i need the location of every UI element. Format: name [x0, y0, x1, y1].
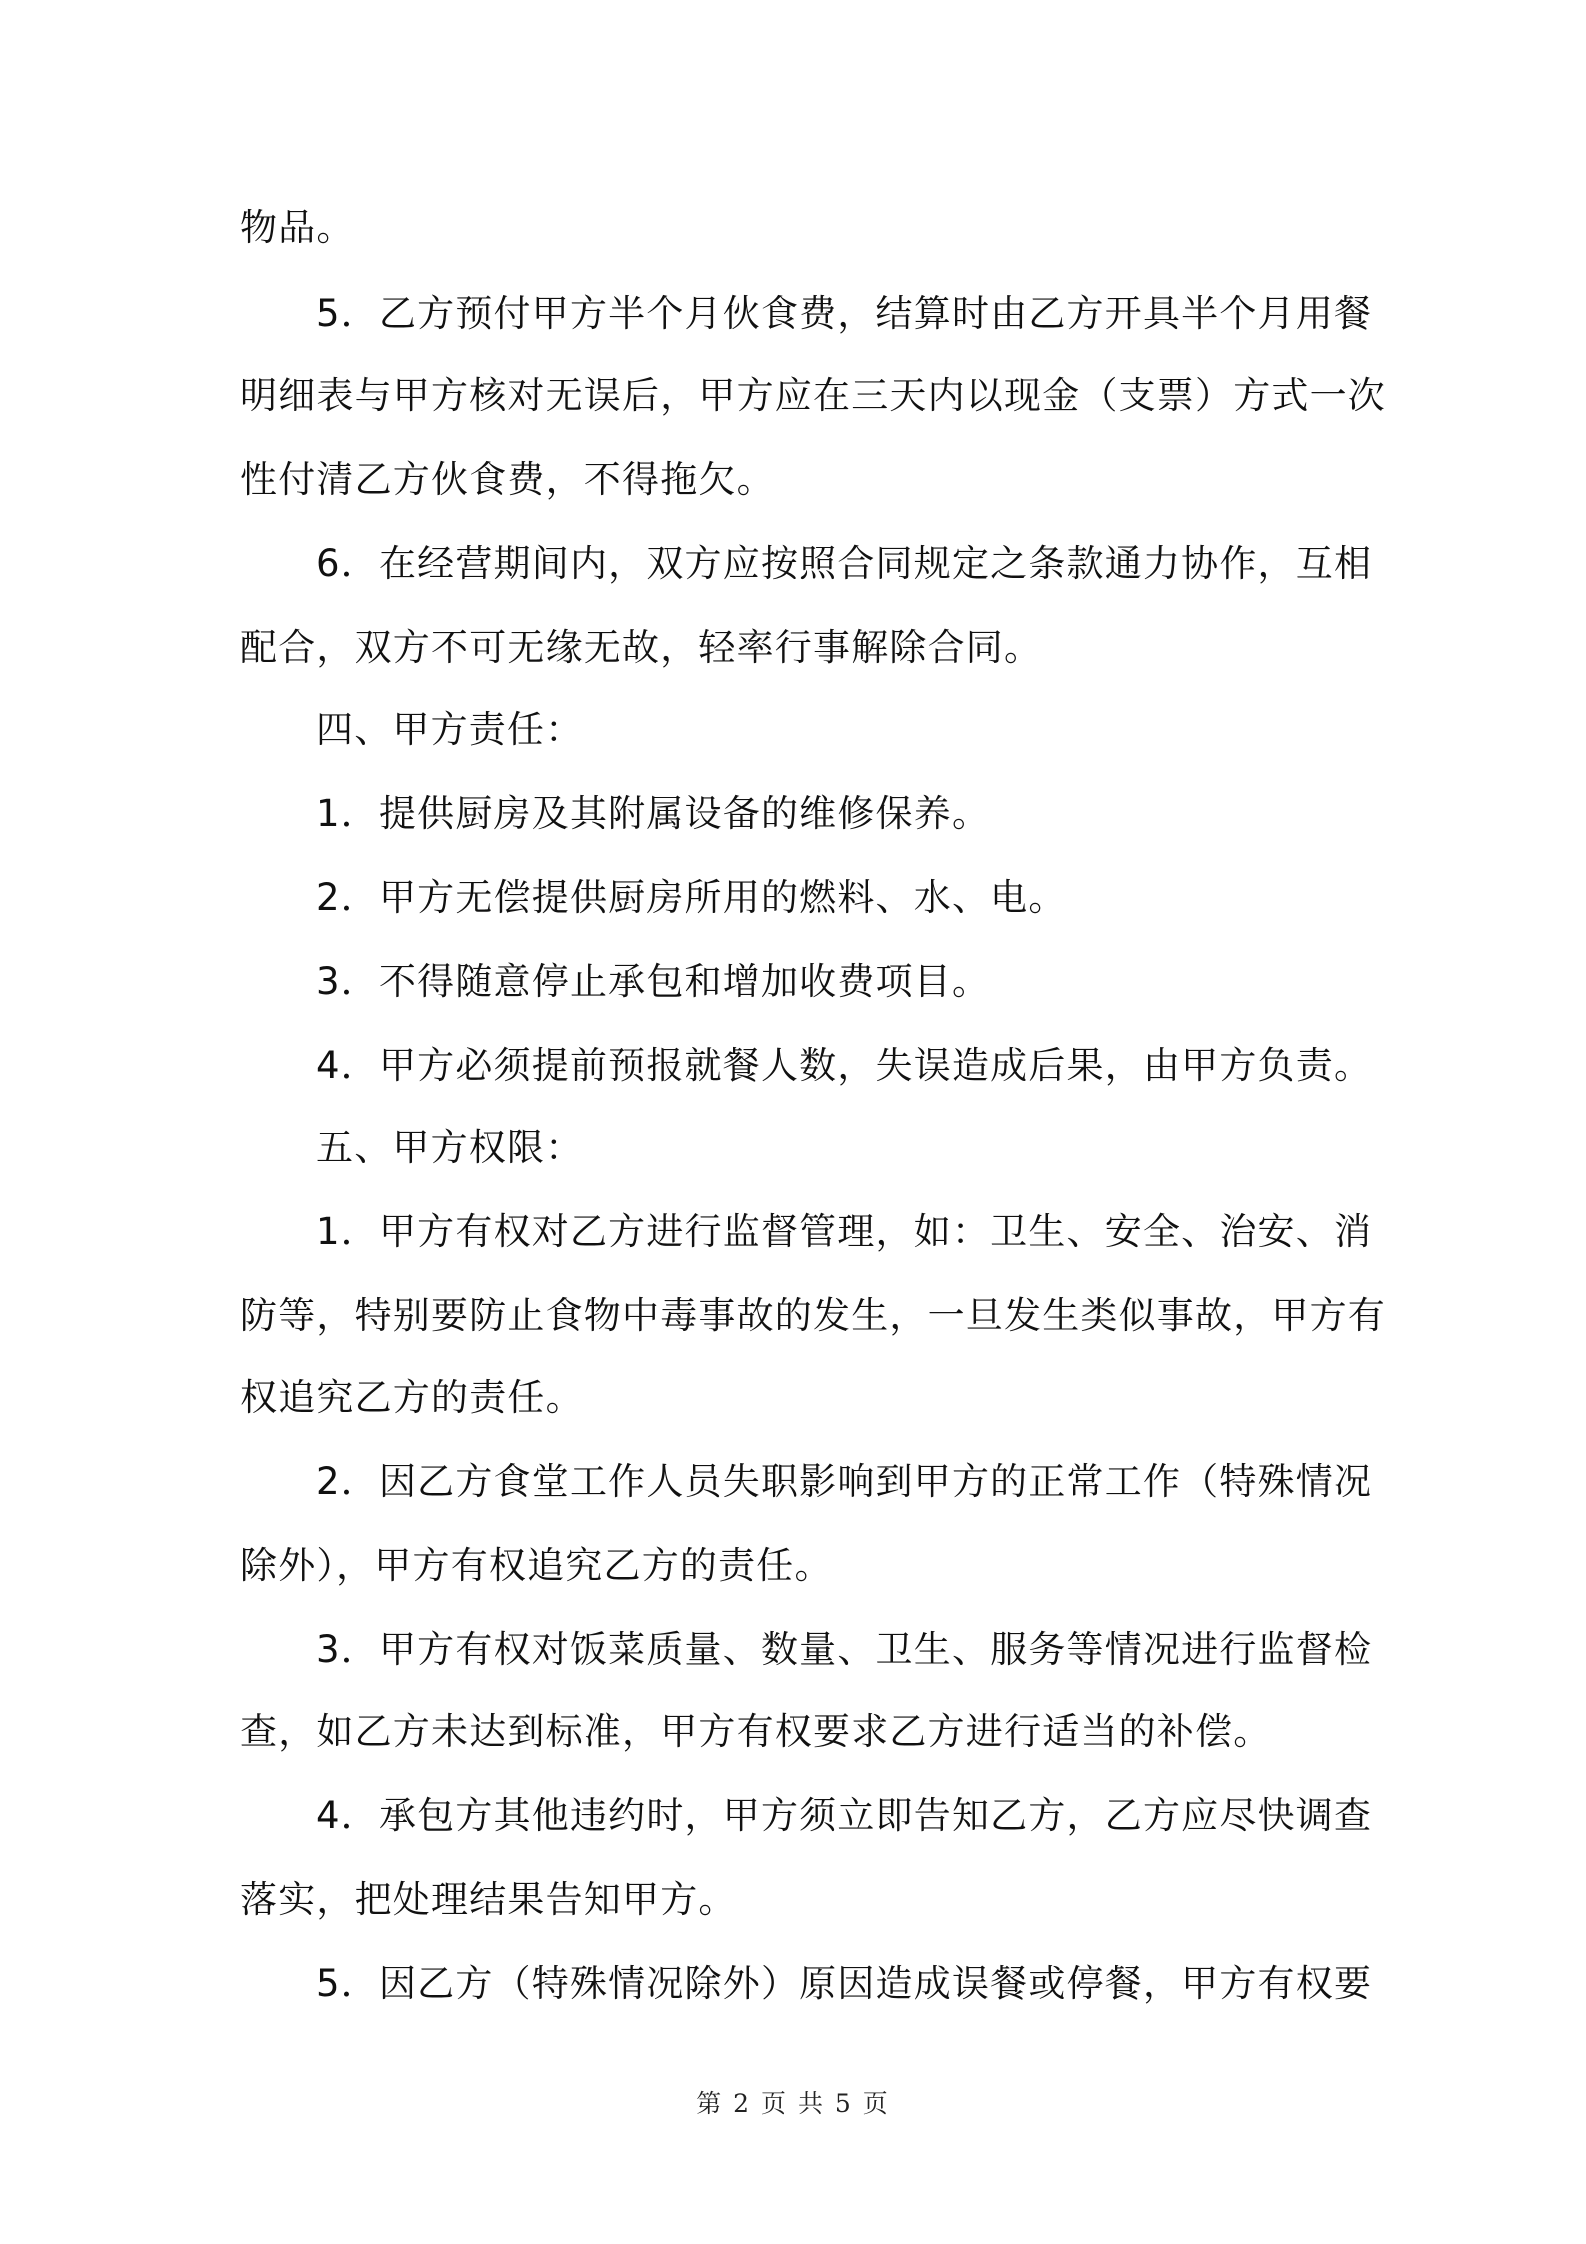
- clause-line: 3．不得随意停止承包和增加收费项目。: [316, 960, 991, 1003]
- section-heading: 四、甲方责任：: [316, 708, 584, 751]
- clause-line: 4．甲方必须提前预报就餐人数，失误造成后果，由甲方负责。: [316, 1044, 1373, 1087]
- clause-line: 2．因乙方食堂工作人员失职影响到甲方的正常工作（特殊情况: [316, 1460, 1373, 1503]
- clause-line: 2．甲方无偿提供厨房所用的燃料、水、电。: [316, 876, 1067, 919]
- body-line: 物品。: [240, 206, 355, 249]
- clause-line: 1．提供厨房及其附属设备的维修保养。: [316, 792, 991, 835]
- clause-line: 5．乙方预付甲方半个月伙食费，结算时由乙方开具半个月用餐: [316, 292, 1373, 335]
- body-line: 除外），甲方有权追究乙方的责任。: [240, 1544, 833, 1587]
- body-line: 落实，把处理结果告知甲方。: [240, 1878, 737, 1921]
- clause-line: 4．承包方其他违约时，甲方须立即告知乙方，乙方应尽快调查: [316, 1794, 1373, 1837]
- clause-line: 6．在经营期间内，双方应按照合同规定之条款通力协作，互相: [316, 542, 1373, 585]
- section-heading: 五、甲方权限：: [316, 1126, 584, 1169]
- body-line: 配合，双方不可无缘无故，轻率行事解除合同。: [240, 626, 1043, 669]
- clause-line: 1．甲方有权对乙方进行监督管理，如：卫生、安全、治安、消: [316, 1210, 1373, 1253]
- clause-line: 3．甲方有权对饭菜质量、数量、卫生、服务等情况进行监督检: [316, 1628, 1373, 1671]
- page-footer: 第 2 页 共 5 页: [696, 2089, 890, 2118]
- body-line: 查，如乙方未达到标准，甲方有权要求乙方进行适当的补偿。: [240, 1710, 1272, 1753]
- body-line: 性付清乙方伙食费，不得拖欠。: [240, 458, 775, 501]
- body-line: 防等，特别要防止食物中毒事故的发生，一旦发生类似事故，甲方有: [240, 1294, 1386, 1337]
- body-line: 权追究乙方的责任。: [240, 1376, 584, 1419]
- body-line: 明细表与甲方核对无误后，甲方应在三天内以现金（支票）方式一次: [240, 374, 1386, 417]
- clause-line: 5．因乙方（特殊情况除外）原因造成误餐或停餐，甲方有权要: [316, 1962, 1373, 2005]
